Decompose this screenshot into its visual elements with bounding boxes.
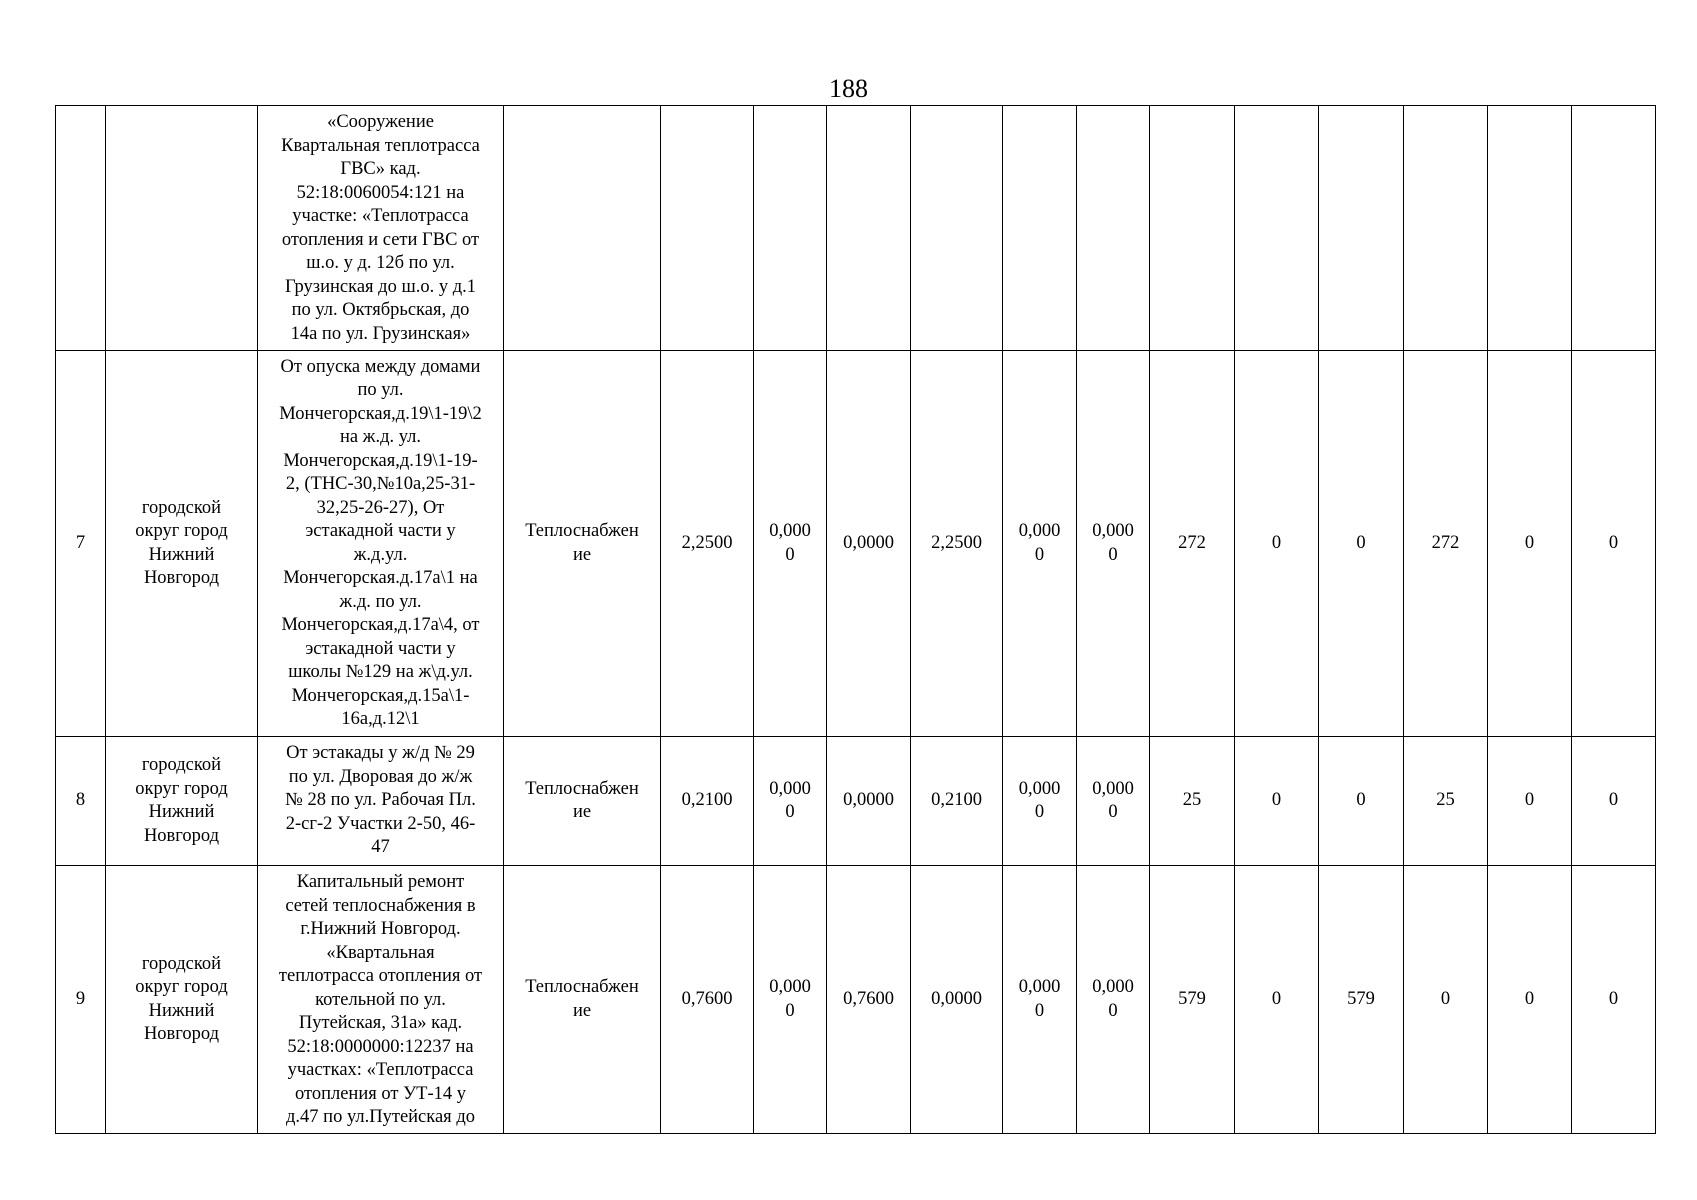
municipality-cell: городской округ город Нижний Новгород <box>106 866 258 1134</box>
value-cell-2: 0,000 0 <box>754 866 827 1134</box>
value-cell-6: 0,000 0 <box>1077 866 1150 1134</box>
row-number-cell: 8 <box>56 737 106 866</box>
value-cell-12: 0 <box>1572 351 1656 737</box>
value-cell-8 <box>1235 106 1319 351</box>
municipality-cell <box>106 106 258 351</box>
value-cell-10: 0 <box>1404 866 1488 1134</box>
value-cell-12: 0 <box>1572 737 1656 866</box>
value-cell-1: 0,7600 <box>661 866 754 1134</box>
table-row <box>56 737 1656 866</box>
description-cell: Капитальный ремонт сетей теплоснабжения в г.Нижний Новгород. «Квартальная теплотрасса отопления от котельной по ул. Путейская, 31а» кад. 52:18:0000000:12237 на участках: «Теплотрасса отопления от УТ-14 у д.47 по ул.Путейская до <box>258 866 504 1134</box>
type-cell: Теплоснабжен ие <box>504 351 661 737</box>
value-cell-7 <box>1150 106 1235 351</box>
table-row <box>56 866 1656 1134</box>
value-cell-10: 272 <box>1404 351 1488 737</box>
value-cell-11 <box>1488 106 1572 351</box>
description-cell: От эстакады у ж/д № 29 по ул. Дворовая до ж/ж № 28 по ул. Рабочая Пл. 2-сг-2 Участки 2-50, 46- 47 <box>258 737 504 866</box>
value-cell-8: 0 <box>1235 866 1319 1134</box>
value-cell-5: 0,000 0 <box>1003 737 1077 866</box>
value-cell-7: 579 <box>1150 866 1235 1134</box>
value-cell-10 <box>1404 106 1488 351</box>
value-cell-7: 25 <box>1150 737 1235 866</box>
value-cell-11: 0 <box>1488 737 1572 866</box>
value-cell-12 <box>1572 106 1656 351</box>
value-cell-4: 0,0000 <box>911 866 1003 1134</box>
type-cell: Теплоснабжен ие <box>504 866 661 1134</box>
value-cell-11: 0 <box>1488 351 1572 737</box>
value-cell-1 <box>661 106 754 351</box>
value-cell-9: 0 <box>1319 351 1404 737</box>
value-cell-3 <box>827 106 911 351</box>
value-cell-2: 0,000 0 <box>754 737 827 866</box>
table-row <box>56 351 1656 737</box>
row-number-cell: 9 <box>56 866 106 1134</box>
description-cell: «Сооружение Квартальная теплотрасса ГВС» кад. 52:18:0060054:121 на участке: «Теплотрасса отопления и сети ГВС от ш.о. у д. 12б по ул. Грузинская до ш.о. у д.1 по ул. Октябрьская, до 14а по ул. Грузинская» <box>258 106 504 351</box>
value-cell-8: 0 <box>1235 737 1319 866</box>
value-cell-3: 0,0000 <box>827 737 911 866</box>
value-cell-6: 0,000 0 <box>1077 737 1150 866</box>
value-cell-4 <box>911 106 1003 351</box>
value-cell-8: 0 <box>1235 351 1319 737</box>
value-cell-3: 0,0000 <box>827 351 911 737</box>
value-cell-5: 0,000 0 <box>1003 866 1077 1134</box>
description-cell: От опуска между домами по ул. Мончегорская,д.19\1-19\2 на ж.д. ул. Мончегорская,д.19\1-19- 2, (ТНС-30,№10а,25-31- 32,25-26-27), От эстакадной части у ж.д.ул. Мончегорская.д.17а\1 на ж.д. по ул. Мончегорская,д.17а\4, от эстакадной части у школы №129 на ж\д.ул. Мончегорская,д.15а\1- 16а,д.12\1 <box>258 351 504 737</box>
value-cell-10: 25 <box>1404 737 1488 866</box>
value-cell-2 <box>754 106 827 351</box>
value-cell-5: 0,000 0 <box>1003 351 1077 737</box>
value-cell-4: 2,2500 <box>911 351 1003 737</box>
value-cell-1: 2,2500 <box>661 351 754 737</box>
value-cell-5 <box>1003 106 1077 351</box>
type-cell: Теплоснабжен ие <box>504 737 661 866</box>
value-cell-2: 0,000 0 <box>754 351 827 737</box>
value-cell-9: 0 <box>1319 737 1404 866</box>
value-cell-3: 0,7600 <box>827 866 911 1134</box>
value-cell-11: 0 <box>1488 866 1572 1134</box>
value-cell-9 <box>1319 106 1404 351</box>
value-cell-12: 0 <box>1572 866 1656 1134</box>
value-cell-9: 579 <box>1319 866 1404 1134</box>
row-number-cell: 7 <box>56 351 106 737</box>
table-row <box>56 106 1656 351</box>
municipality-cell: городской округ город Нижний Новгород <box>106 351 258 737</box>
type-cell <box>504 106 661 351</box>
value-cell-6 <box>1077 106 1150 351</box>
municipality-cell: городской округ город Нижний Новгород <box>106 737 258 866</box>
value-cell-1: 0,2100 <box>661 737 754 866</box>
row-number-cell <box>56 106 106 351</box>
page-number: 188 <box>829 74 868 103</box>
value-cell-6: 0,000 0 <box>1077 351 1150 737</box>
data-table <box>55 105 1656 1134</box>
value-cell-4: 0,2100 <box>911 737 1003 866</box>
value-cell-7: 272 <box>1150 351 1235 737</box>
